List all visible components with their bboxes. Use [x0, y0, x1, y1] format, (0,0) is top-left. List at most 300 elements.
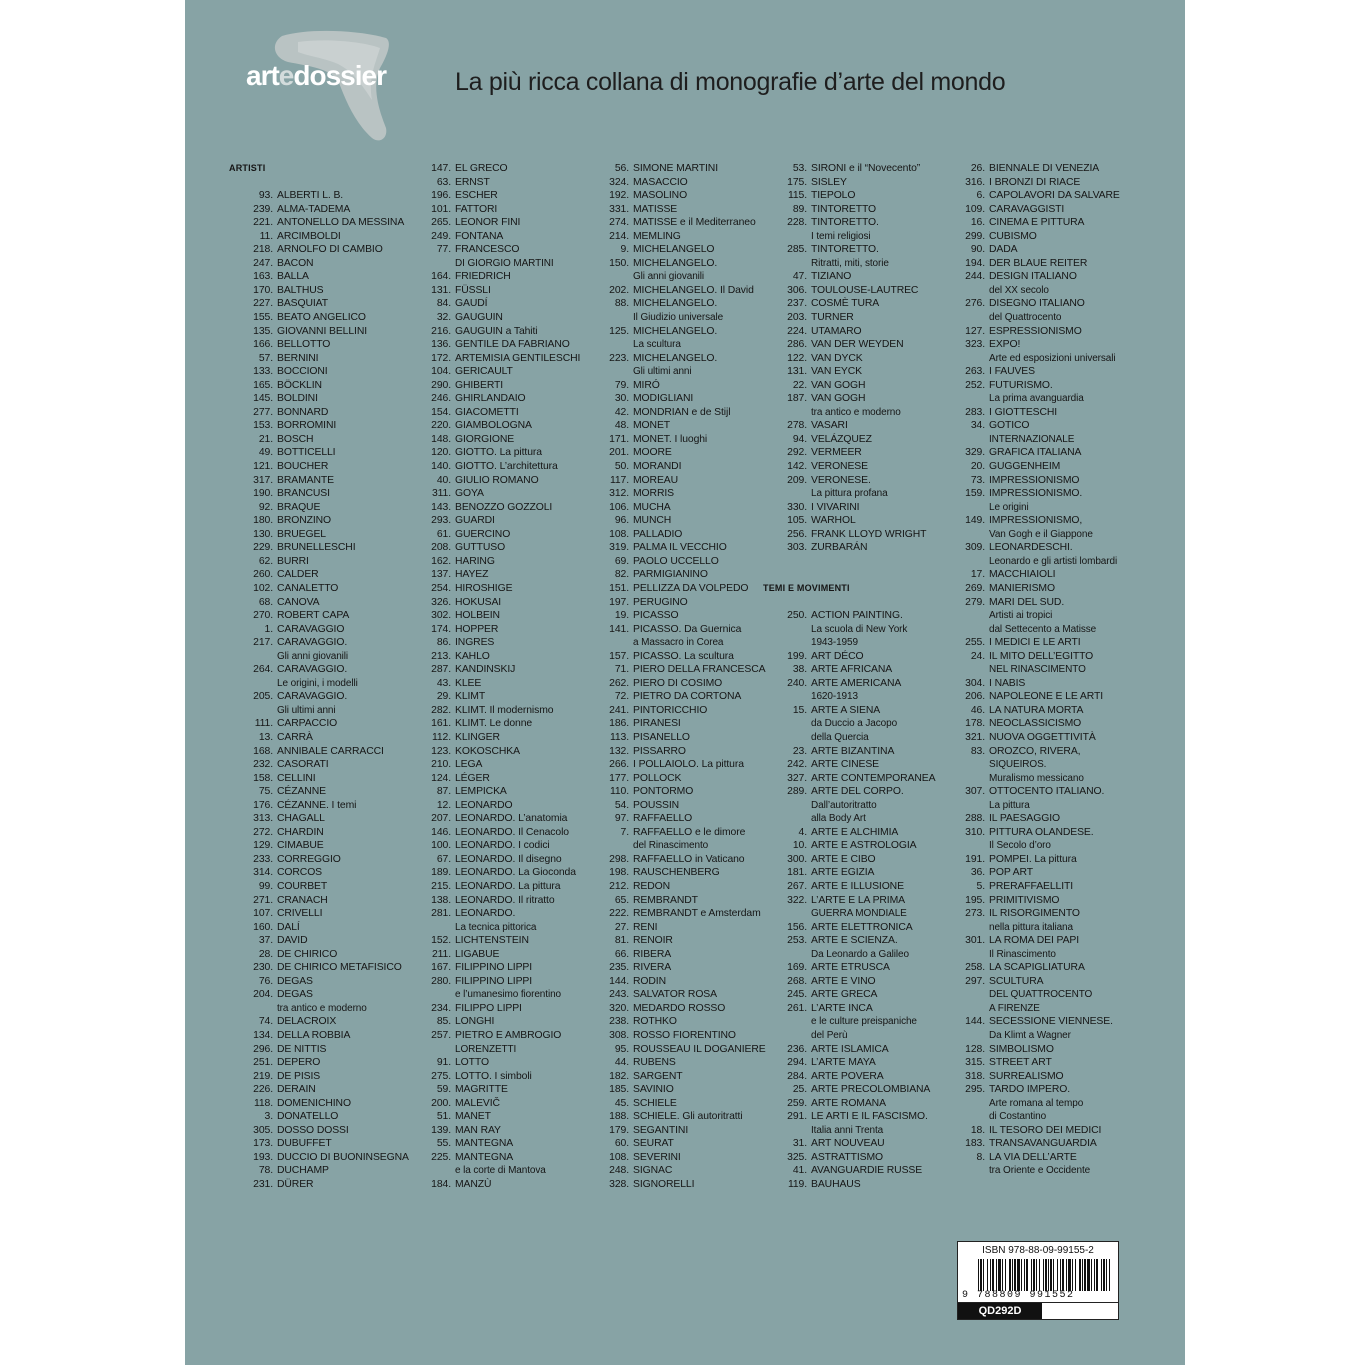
catalog-number: 110.	[609, 786, 629, 798]
catalog-title: WARHOL	[811, 515, 856, 527]
catalog-title: POLLOCK	[633, 772, 682, 784]
catalog-entry	[763, 392, 943, 406]
catalog-number: 235.	[609, 962, 629, 974]
catalog-title: CINEMA E PITTURA	[989, 217, 1085, 229]
catalog-title: IMPRESSIONISMO,	[989, 515, 1083, 527]
catalog-number: 302.	[431, 610, 451, 622]
catalog-number: 322.	[787, 894, 807, 906]
catalog-subtitle-text: Le origini, i modelli	[277, 677, 358, 689]
catalog-number: 278.	[787, 420, 807, 432]
catalog-number: 303.	[787, 542, 807, 554]
catalog-number: 183.	[965, 1138, 985, 1150]
catalog-entry	[941, 338, 1121, 352]
catalog-subtitle-text: nella pittura italiana	[989, 921, 1073, 933]
catalog-entry	[763, 1056, 943, 1070]
catalog-number: 225.	[431, 1151, 451, 1163]
catalog-title: MICHELANGELO. Il David	[633, 284, 754, 296]
catalog-entry	[407, 379, 587, 393]
catalog-number: 131.	[787, 366, 807, 378]
catalog-number: 95.	[614, 1043, 629, 1055]
catalog-number: 50.	[614, 461, 629, 473]
catalog-subtitle-text: tra Oriente e Occidente	[989, 1165, 1091, 1177]
catalog-number: 308.	[609, 1030, 629, 1041]
catalog-entry	[229, 961, 409, 975]
catalog-entry	[941, 203, 1121, 217]
catalog-number: 125.	[609, 325, 629, 337]
catalog-number: 8.	[976, 1151, 985, 1163]
catalog-title: GOYA	[455, 488, 484, 500]
catalog-subtitle-text: del Rinascimento	[633, 840, 709, 852]
catalog-title: EL GRECO	[455, 163, 508, 174]
catalog-number: 27.	[614, 921, 629, 933]
catalog-title: PISSARRO	[633, 745, 686, 757]
catalog-title: PRERAFFAELLITI	[989, 880, 1074, 892]
catalog-title: GENTILE DA FABRIANO	[455, 339, 570, 351]
catalog-entry	[407, 365, 587, 379]
catalog-number: 228.	[787, 217, 807, 229]
catalog-entry	[229, 934, 409, 948]
catalog-column-2	[407, 162, 587, 1192]
catalog-entry	[763, 203, 943, 217]
catalog-entry	[229, 230, 409, 244]
catalog-number: 144.	[965, 1016, 985, 1028]
catalog-number: 227.	[253, 298, 273, 310]
catalog-title: GAUGUIN	[455, 312, 503, 324]
catalog-entry	[941, 325, 1121, 339]
catalog-entry	[229, 812, 409, 826]
catalog-entry	[585, 1110, 765, 1124]
catalog-number: 75.	[258, 786, 273, 798]
catalog-subtitle	[407, 1043, 587, 1057]
catalog-entry	[407, 216, 587, 230]
catalog-number: 45.	[614, 1097, 629, 1109]
catalog-title: RENI	[633, 921, 658, 933]
barcode-bar	[990, 1259, 991, 1291]
catalog-entry	[585, 352, 765, 366]
catalog-subtitle	[941, 623, 1121, 637]
catalog-entry	[941, 379, 1121, 393]
catalog-title: MUCHA	[633, 501, 671, 513]
catalog-number: 156.	[787, 921, 807, 933]
barcode	[976, 1259, 1114, 1291]
catalog-entry	[941, 243, 1121, 257]
catalog-number: 83.	[970, 745, 985, 757]
catalog-entry	[763, 1097, 943, 1111]
catalog-number: 82.	[614, 569, 629, 581]
catalog-subtitle-text: del Perù	[811, 1030, 848, 1041]
catalog-title: I POLLAIOLO. La pittura	[633, 759, 744, 771]
catalog-number: 144.	[609, 975, 629, 987]
catalog-entry	[763, 162, 943, 176]
catalog-title: FILIPPO LIPPI	[455, 1002, 522, 1014]
catalog-subtitle	[585, 365, 765, 379]
catalog-number: 68.	[258, 596, 273, 608]
catalog-number: 174.	[431, 623, 451, 635]
catalog-title: HOKUSAI	[455, 596, 502, 608]
barcode-bar	[987, 1259, 988, 1291]
catalog-title: CARAVAGGIO	[277, 623, 345, 635]
catalog-column-1	[229, 162, 409, 1192]
catalog-entry	[229, 379, 409, 393]
catalog-number: 130.	[253, 528, 273, 540]
catalog-entry	[941, 297, 1121, 311]
catalog-subtitle-text: 1943-1959	[811, 637, 858, 649]
barcode-bar	[1087, 1259, 1090, 1291]
catalog-subtitle	[763, 487, 943, 501]
catalog-entry	[585, 1043, 765, 1057]
catalog-entry	[229, 988, 409, 1002]
catalog-number: 101.	[431, 203, 451, 215]
catalog-entry	[941, 975, 1121, 989]
catalog-entry	[585, 812, 765, 826]
barcode-bar	[1082, 1259, 1083, 1291]
catalog-title: PARMIGIANINO	[633, 569, 708, 581]
catalog-subtitle-text: Artisti ai tropici	[989, 610, 1053, 622]
catalog-number: 120.	[431, 447, 451, 459]
catalog-number: 292.	[787, 447, 807, 459]
catalog-column-5	[941, 162, 1121, 1178]
catalog-entry	[941, 514, 1121, 528]
catalog-number: 196.	[431, 190, 451, 202]
catalog-subtitle-text: tra antico e moderno	[811, 406, 901, 418]
catalog-number: 149.	[965, 515, 985, 527]
catalog-subtitle-text: del Quattrocento	[989, 312, 1062, 324]
catalog-number: 176.	[253, 799, 273, 811]
barcode-bar	[1072, 1259, 1073, 1291]
catalog-entry	[763, 1070, 943, 1084]
catalog-number: 265.	[431, 217, 451, 229]
catalog-number: 188.	[609, 1111, 629, 1123]
catalog-entry	[229, 189, 409, 203]
catalog-subtitle-text: La scuola di New York	[811, 623, 908, 635]
catalog-entry	[585, 189, 765, 203]
catalog-subtitle	[585, 839, 765, 853]
catalog-entry	[407, 799, 587, 813]
catalog-number: 30.	[614, 393, 629, 405]
catalog-title: TRANSAVANGUARDIA	[989, 1138, 1097, 1150]
catalog-entry	[585, 609, 765, 623]
catalog-subtitle	[585, 311, 765, 325]
catalog-entry	[407, 338, 587, 352]
catalog-title: ARTE E ILLUSIONE	[811, 880, 904, 892]
catalog-number: 249.	[431, 230, 451, 242]
catalog-title: DEPERO	[277, 1057, 321, 1069]
catalog-entry	[229, 284, 409, 298]
catalog-title: ARTE E VINO	[811, 975, 876, 987]
catalog-title: ESCHER	[455, 190, 498, 202]
catalog-number: 158.	[253, 772, 273, 784]
catalog-entry	[229, 745, 409, 759]
catalog-number: 234.	[431, 1002, 451, 1014]
catalog-number: 6.	[976, 190, 985, 202]
catalog-number: 254.	[431, 582, 451, 594]
catalog-subtitle	[407, 921, 587, 935]
catalog-title: BERNINI	[277, 352, 319, 364]
catalog-title: GUGGENHEIM	[989, 461, 1061, 473]
catalog-subtitle-text: a Massacro in Corea	[633, 637, 724, 649]
catalog-number: 247.	[253, 257, 273, 269]
catalog-entry	[763, 176, 943, 190]
catalog-number: 51.	[436, 1111, 451, 1123]
catalog-title: BALLA	[277, 271, 309, 283]
catalog-subtitle-text: alla Body Art	[811, 813, 866, 825]
catalog-title: DAVID	[277, 935, 308, 947]
catalog-number: 210.	[431, 759, 451, 771]
catalog-entry	[941, 216, 1121, 230]
catalog-number: 195.	[965, 894, 985, 906]
catalog-number: 34.	[970, 420, 985, 432]
catalog-entry	[229, 528, 409, 542]
catalog-title: RENOIR	[633, 935, 673, 947]
catalog-entry	[229, 446, 409, 460]
catalog-entry	[229, 555, 409, 569]
catalog-title: ROBERT CAPA	[277, 610, 350, 622]
catalog-entry	[585, 799, 765, 813]
catalog-number: 164.	[431, 271, 451, 283]
catalog-title: POUSSIN	[633, 799, 680, 811]
catalog-number: 185.	[609, 1084, 629, 1096]
catalog-number: 323.	[965, 339, 985, 351]
catalog-number: 86.	[436, 637, 451, 649]
catalog-subtitle	[763, 1029, 943, 1043]
catalog-subtitle-text: Dall’autoritratto	[811, 799, 877, 811]
catalog-title: RAFFAELLO in Vaticano	[633, 853, 745, 865]
catalog-number: 326.	[431, 596, 451, 608]
catalog-number: 169.	[787, 962, 807, 974]
catalog-number: 209.	[787, 474, 807, 486]
catalog-entry	[407, 446, 587, 460]
catalog-title: IMPRESSIONISMO.	[989, 488, 1083, 500]
catalog-title: OTTOCENTO ITALIANO.	[989, 786, 1105, 798]
catalog-title: GIOTTO. La pittura	[455, 447, 542, 459]
catalog-entry	[763, 352, 943, 366]
catalog-title: I MEDICI E LE ARTI	[989, 637, 1081, 649]
catalog-title: DE NITTIS	[277, 1043, 327, 1055]
catalog-title: TIZIANO	[811, 271, 852, 283]
catalog-entry	[941, 474, 1121, 488]
catalog-number: 258.	[965, 962, 985, 974]
barcode-bar	[1017, 1259, 1020, 1291]
catalog-subtitle-text: La prima avanguardia	[989, 393, 1084, 405]
catalog-title: LONGHI	[455, 1016, 495, 1028]
catalog-entry	[941, 907, 1121, 921]
catalog-title: LEONARDO. Il disegno	[455, 853, 562, 865]
catalog-number: 316.	[965, 176, 985, 188]
catalog-title: VAN DYCK	[811, 352, 863, 364]
catalog-number: 331.	[609, 203, 629, 215]
catalog-title: PIETRO DA CORTONA	[633, 691, 742, 703]
catalog-title: ARTE E ASTROLOGIA	[811, 840, 917, 852]
catalog-subtitle	[763, 257, 943, 271]
barcode-bar	[1043, 1259, 1044, 1291]
catalog-title: CARRÀ	[277, 731, 313, 743]
catalog-title: CRIVELLI	[277, 908, 323, 920]
catalog-title: L’ARTE E LA PRIMA	[811, 894, 905, 906]
catalog-number: 147.	[431, 163, 451, 174]
catalog-subtitle-text: e la corte di Mantova	[455, 1165, 546, 1177]
catalog-number: 206.	[965, 691, 985, 703]
catalog-entry	[763, 894, 943, 908]
catalog-number: 230.	[253, 962, 273, 974]
catalog-subtitle-text: Ritratti, miti, storie	[811, 257, 889, 269]
catalog-subtitle	[763, 230, 943, 244]
catalog-entry	[229, 419, 409, 433]
catalog-number: 182.	[609, 1070, 629, 1082]
catalog-number: 134.	[253, 1030, 273, 1041]
catalog-title: ARTE E CIBO	[811, 853, 876, 865]
catalog-title: LEONARDO. Il Cenacolo	[455, 826, 569, 838]
catalog-number: 165.	[253, 379, 273, 391]
catalog-number: 4.	[798, 826, 807, 838]
isbn-barcode-box	[957, 1241, 1119, 1303]
catalog-entry	[585, 921, 765, 935]
barcode-bar	[1068, 1259, 1071, 1291]
catalog-number: 67.	[436, 853, 451, 865]
catalog-subtitle-text: Gli anni giovanili	[277, 650, 349, 662]
catalog-title: BOSCH	[277, 433, 314, 445]
catalog-title: MEDARDO ROSSO	[633, 1002, 726, 1014]
catalog-title: KOKOSCHKA	[455, 745, 520, 757]
catalog-title: LA ROMA DEI PAPI	[989, 935, 1080, 947]
catalog-title: HOLBEIN	[455, 610, 500, 622]
catalog-number: 137.	[431, 569, 451, 581]
catalog-number: 285.	[787, 244, 807, 256]
catalog-subtitle	[941, 839, 1121, 853]
catalog-number: 170.	[253, 284, 273, 296]
catalog-title: SCHIELE	[633, 1097, 677, 1109]
catalog-title: ALMA-TADEMA	[277, 203, 351, 215]
catalog-number: 178.	[965, 718, 985, 730]
catalog-title: CANOVA	[277, 596, 320, 608]
catalog-number: 213.	[431, 650, 451, 662]
catalog-subtitle-text: Da Klimt a Wagner	[989, 1030, 1071, 1041]
catalog-title: CIMABUE	[277, 840, 324, 852]
catalog-title: L’ARTE INCA	[811, 1002, 873, 1014]
catalog-number: 66.	[614, 948, 629, 960]
catalog-entry	[229, 297, 409, 311]
catalog-number: 71.	[614, 664, 629, 676]
catalog-number: 131.	[431, 284, 451, 296]
catalog-entry	[407, 758, 587, 772]
barcode-bar	[980, 1259, 982, 1291]
catalog-number: 142.	[787, 461, 807, 473]
catalog-title: HIROSHIGE	[455, 582, 513, 594]
catalog-entry	[229, 1083, 409, 1097]
catalog-entry	[407, 514, 587, 528]
catalog-title: SEVERINI	[633, 1151, 681, 1163]
catalog-number: 252.	[965, 379, 985, 391]
catalog-entry	[229, 352, 409, 366]
catalog-number: 148.	[431, 433, 451, 445]
catalog-title: CHARDIN	[277, 826, 324, 838]
catalog-title: BOLDINI	[277, 393, 318, 405]
catalog-number: 239.	[253, 203, 273, 215]
catalog-entry	[229, 1056, 409, 1070]
catalog-title: MATISSE	[633, 203, 678, 215]
catalog-entry	[941, 1015, 1121, 1029]
catalog-number: 260.	[253, 569, 273, 581]
barcode-bar	[1103, 1259, 1105, 1291]
catalog-entry	[229, 270, 409, 284]
catalog-entry	[229, 365, 409, 379]
catalog-title: BOTTICELLI	[277, 447, 336, 459]
catalog-entry	[941, 961, 1121, 975]
catalog-title: LEONOR FINI	[455, 217, 521, 229]
catalog-title: CARAVAGGIO.	[277, 637, 348, 649]
catalog-number: 301.	[965, 935, 985, 947]
catalog-number: 1.	[264, 623, 273, 635]
catalog-number: 277.	[253, 406, 273, 418]
catalog-entry	[763, 650, 943, 664]
catalog-title: ARTE EGIZIA	[811, 867, 875, 879]
catalog-title: SEGANTINI	[633, 1124, 689, 1136]
catalog-number: 286.	[787, 339, 807, 351]
barcode-bar	[1021, 1259, 1022, 1291]
catalog-entry	[407, 1002, 587, 1016]
catalog-entry	[585, 690, 765, 704]
catalog-number: 171.	[609, 433, 629, 445]
catalog-entry	[229, 609, 409, 623]
catalog-title: ARTE E ALCHIMIA	[811, 826, 899, 838]
catalog-number: 218.	[253, 244, 273, 256]
catalog-entry	[407, 1070, 587, 1084]
catalog-title: ERNST	[455, 176, 490, 188]
catalog-title: ASTRATTISMO	[811, 1151, 884, 1163]
catalog-entry	[229, 1043, 409, 1057]
catalog-subtitle-text: di Costantino	[989, 1111, 1047, 1123]
catalog-entry	[229, 243, 409, 257]
catalog-title: GOTICO	[989, 420, 1030, 432]
catalog-entry	[229, 975, 409, 989]
catalog-entry	[585, 826, 765, 840]
catalog-entry	[407, 1097, 587, 1111]
catalog-title: MASOLINO	[633, 190, 688, 202]
catalog-entry	[941, 568, 1121, 582]
catalog-entry	[941, 1124, 1121, 1138]
catalog-entry	[941, 162, 1121, 176]
catalog-title: GUERCINO	[455, 528, 511, 540]
catalog-subtitle	[763, 812, 943, 826]
catalog-entry	[941, 690, 1121, 704]
catalog-entry	[229, 1097, 409, 1111]
catalog-title: CANALETTO	[277, 582, 339, 594]
catalog-number: 294.	[787, 1057, 807, 1069]
catalog-title: SAVINIO	[633, 1084, 674, 1096]
catalog-title: PELLIZZA DA VOLPEDO	[633, 582, 749, 594]
catalog-number: 198.	[609, 867, 629, 879]
catalog-number: 55.	[436, 1138, 451, 1150]
catalog-number: 217.	[253, 637, 273, 649]
catalog-title: ARTE PRECOLOMBIANA	[811, 1084, 931, 1096]
catalog-entry	[229, 216, 409, 230]
catalog-entry	[585, 663, 765, 677]
catalog-entry	[407, 717, 587, 731]
catalog-subtitle	[407, 988, 587, 1002]
catalog-number: 32.	[436, 312, 451, 324]
catalog-entry	[407, 541, 587, 555]
catalog-number: 73.	[970, 474, 985, 486]
catalog-entry	[229, 853, 409, 867]
catalog-title: BÖCKLIN	[277, 379, 322, 391]
catalog-entry	[941, 745, 1121, 759]
barcode-bar	[1109, 1259, 1110, 1291]
catalog-subtitle-text: e le culture preispaniche	[811, 1016, 917, 1028]
catalog-number: 26.	[970, 163, 985, 174]
catalog-title: SECESSIONE VIENNESE.	[989, 1016, 1113, 1028]
catalog-entry	[407, 704, 587, 718]
catalog-entry	[229, 1015, 409, 1029]
catalog-title: SISLEY	[811, 176, 847, 188]
